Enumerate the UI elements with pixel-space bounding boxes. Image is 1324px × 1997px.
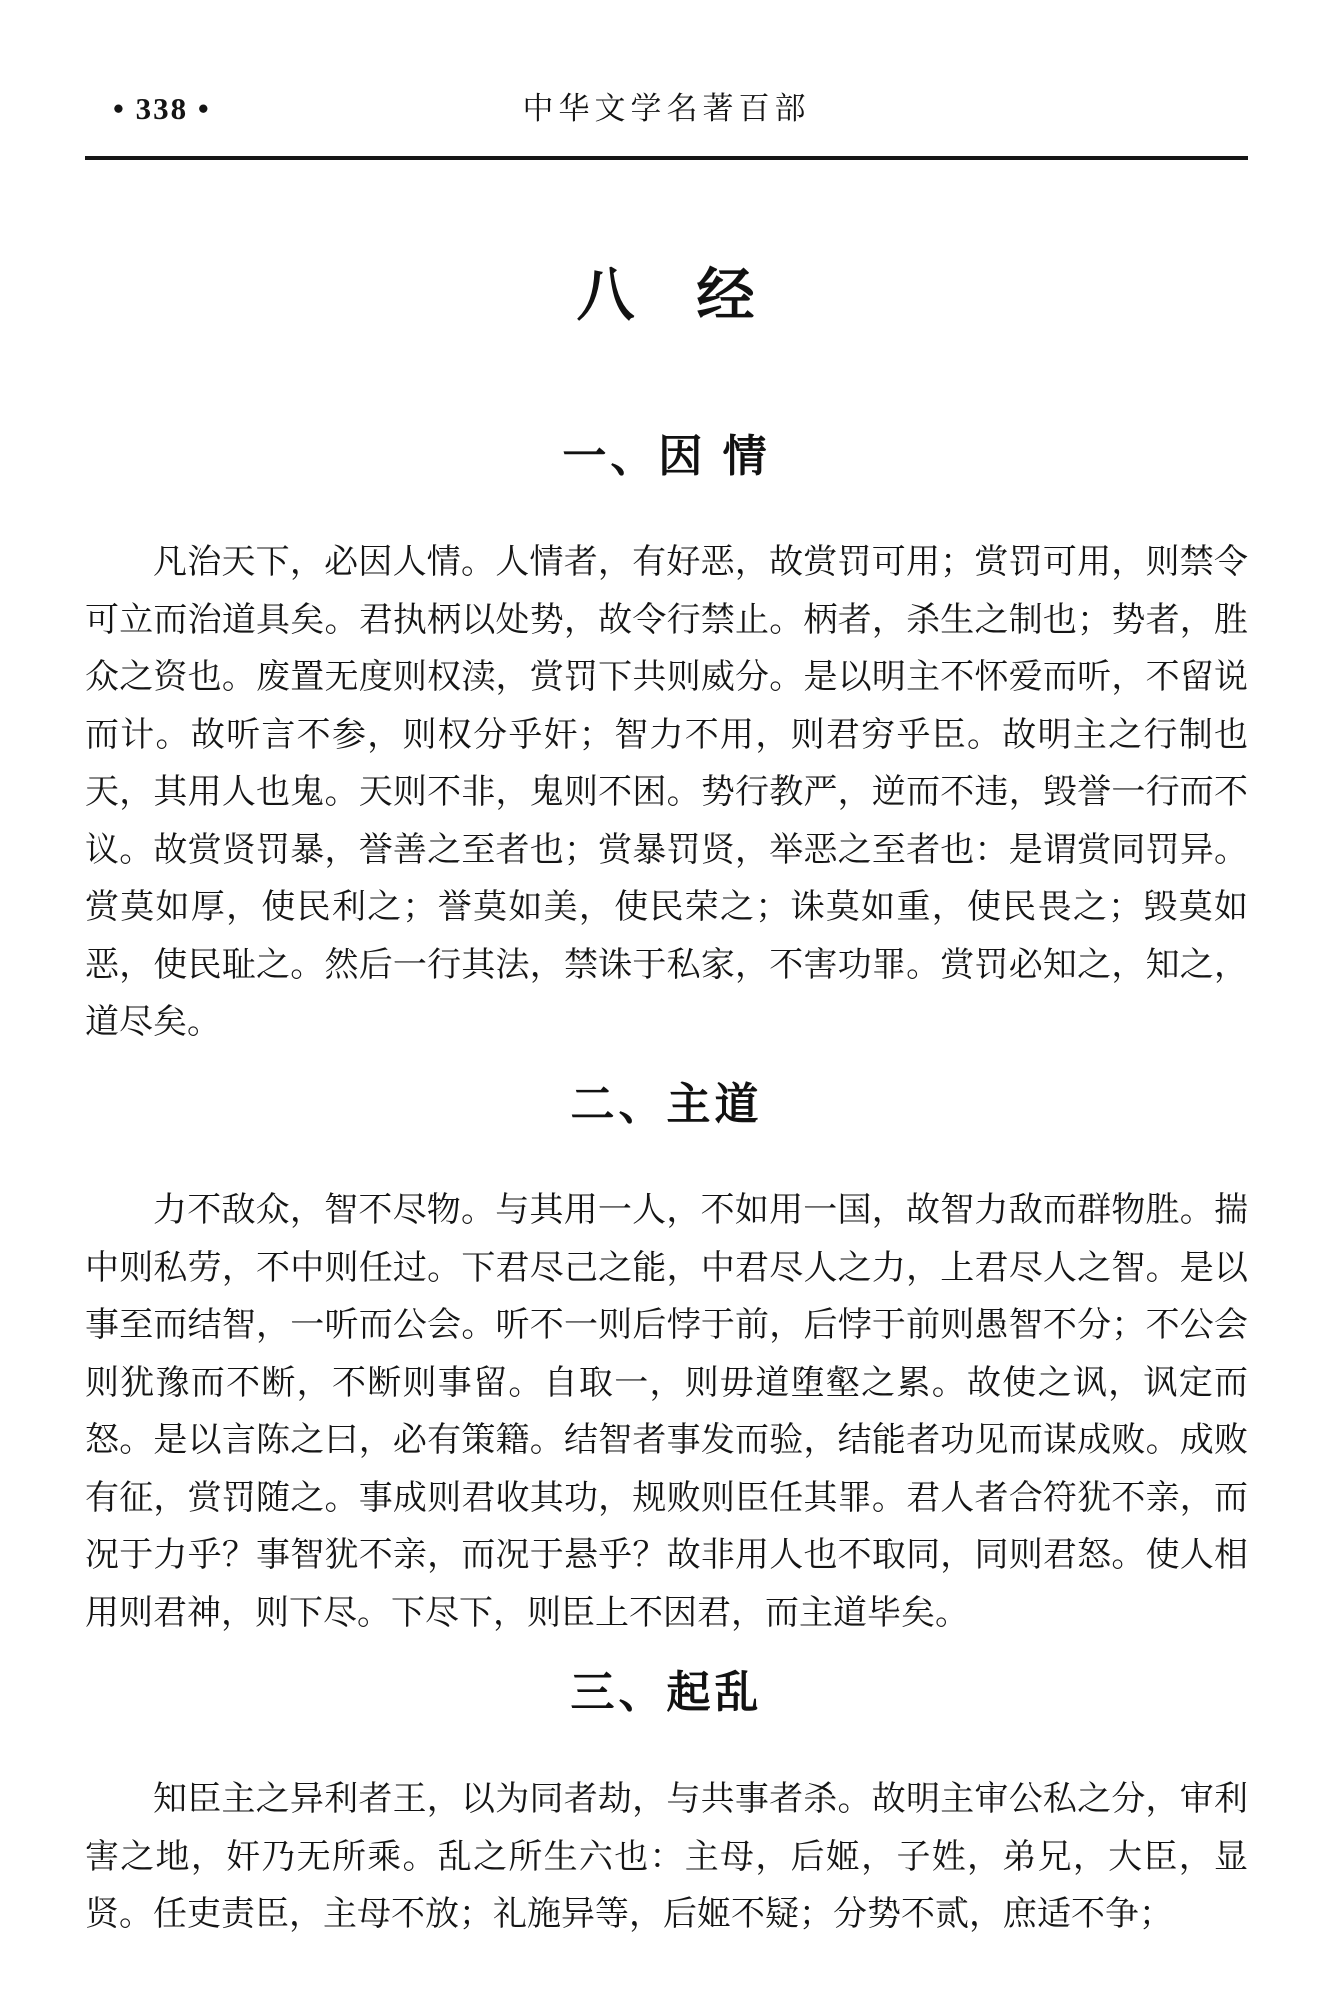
section-heading-1: 一、因 情 <box>562 431 771 481</box>
section-2-paragraph: 力不敌众，智不尽物。与其用一人，不如用一国，故智力敌而群物胜。揣中则私劳，不中则任过。下君尽己之能，中君尽人之力，上君尽人之智。是以事至而结智，一听而公会。听不一则后悖于前，后悖于前则愚智不分；不公会则犹豫而不断，不断则事留。自取一，则毋道堕壑之累。故使之讽，讽定而怒。是以言陈之曰，必有策籍。结智者事发而验，结能者功见而谋成败。成败有征，赏罚随之。事成则君收其功，规败则臣任其罪。君人者合符犹不亲，而况于力乎？事智犹不亲，而况于悬乎？故非用人也不取同，同则君怒。使人相用则君神，则下尽。下尽下，则臣上不因君，而主道毕矣。 <box>85 1192 1248 1632</box>
section-1-paragraph: 凡治天下，必因人情。人情者，有好恶，故赏罚可用；赏罚可用，则禁令可立而治道具矣。君执柄以处势，故令行禁止。柄者，杀生之制也；势者，胜众之资也。废置无度则权渎，赏罚下共则威分。是以明主不怀爱而听，不留说而计。故听言不参，则权分乎奸；智力不用，则君穷乎臣。故明主之行制也天，其用人也鬼。天则不非，鬼则不困。势行教严，逆而不违，毁誉一行而不议。故赏贤罚暴，誉善之至者也；赏暴罚贤，举恶之至者也：是谓赏同罚异。赏莫如厚，使民利之；誉莫如美，使民荣之；诛莫如重，使民畏之；毁莫如恶，使民耻之。然后一行其法，禁诛于私家，不害功罪。赏罚必知之，知之，道尽矣。 <box>85 544 1248 1042</box>
section-qi-luan <box>85 1668 1248 1943</box>
section-yin-qing <box>85 432 1248 1052</box>
page-number: • 338 • <box>113 91 211 126</box>
running-title: 中华文学名著百部 <box>522 91 811 126</box>
section-zhu-dao <box>85 1080 1248 1643</box>
section-3-paragraph: 知臣主之异利者王，以为同者劫，与共事者杀。故明主审公私之分，审利害之地，奸乃无所乘。乱之所生六也：主母，后姬，子姓，弟兄，大臣，显贤。任吏责臣，主母不放；礼施异等，后姬不疑；分势不贰，庶适不争； <box>85 1781 1248 1934</box>
section-heading-2: 二、主道 <box>570 1079 763 1129</box>
header-rule <box>85 156 1248 160</box>
section-heading-3: 三、起乱 <box>570 1668 763 1718</box>
page-header <box>85 88 1248 130</box>
chapter-title: 八 经 <box>576 263 757 328</box>
